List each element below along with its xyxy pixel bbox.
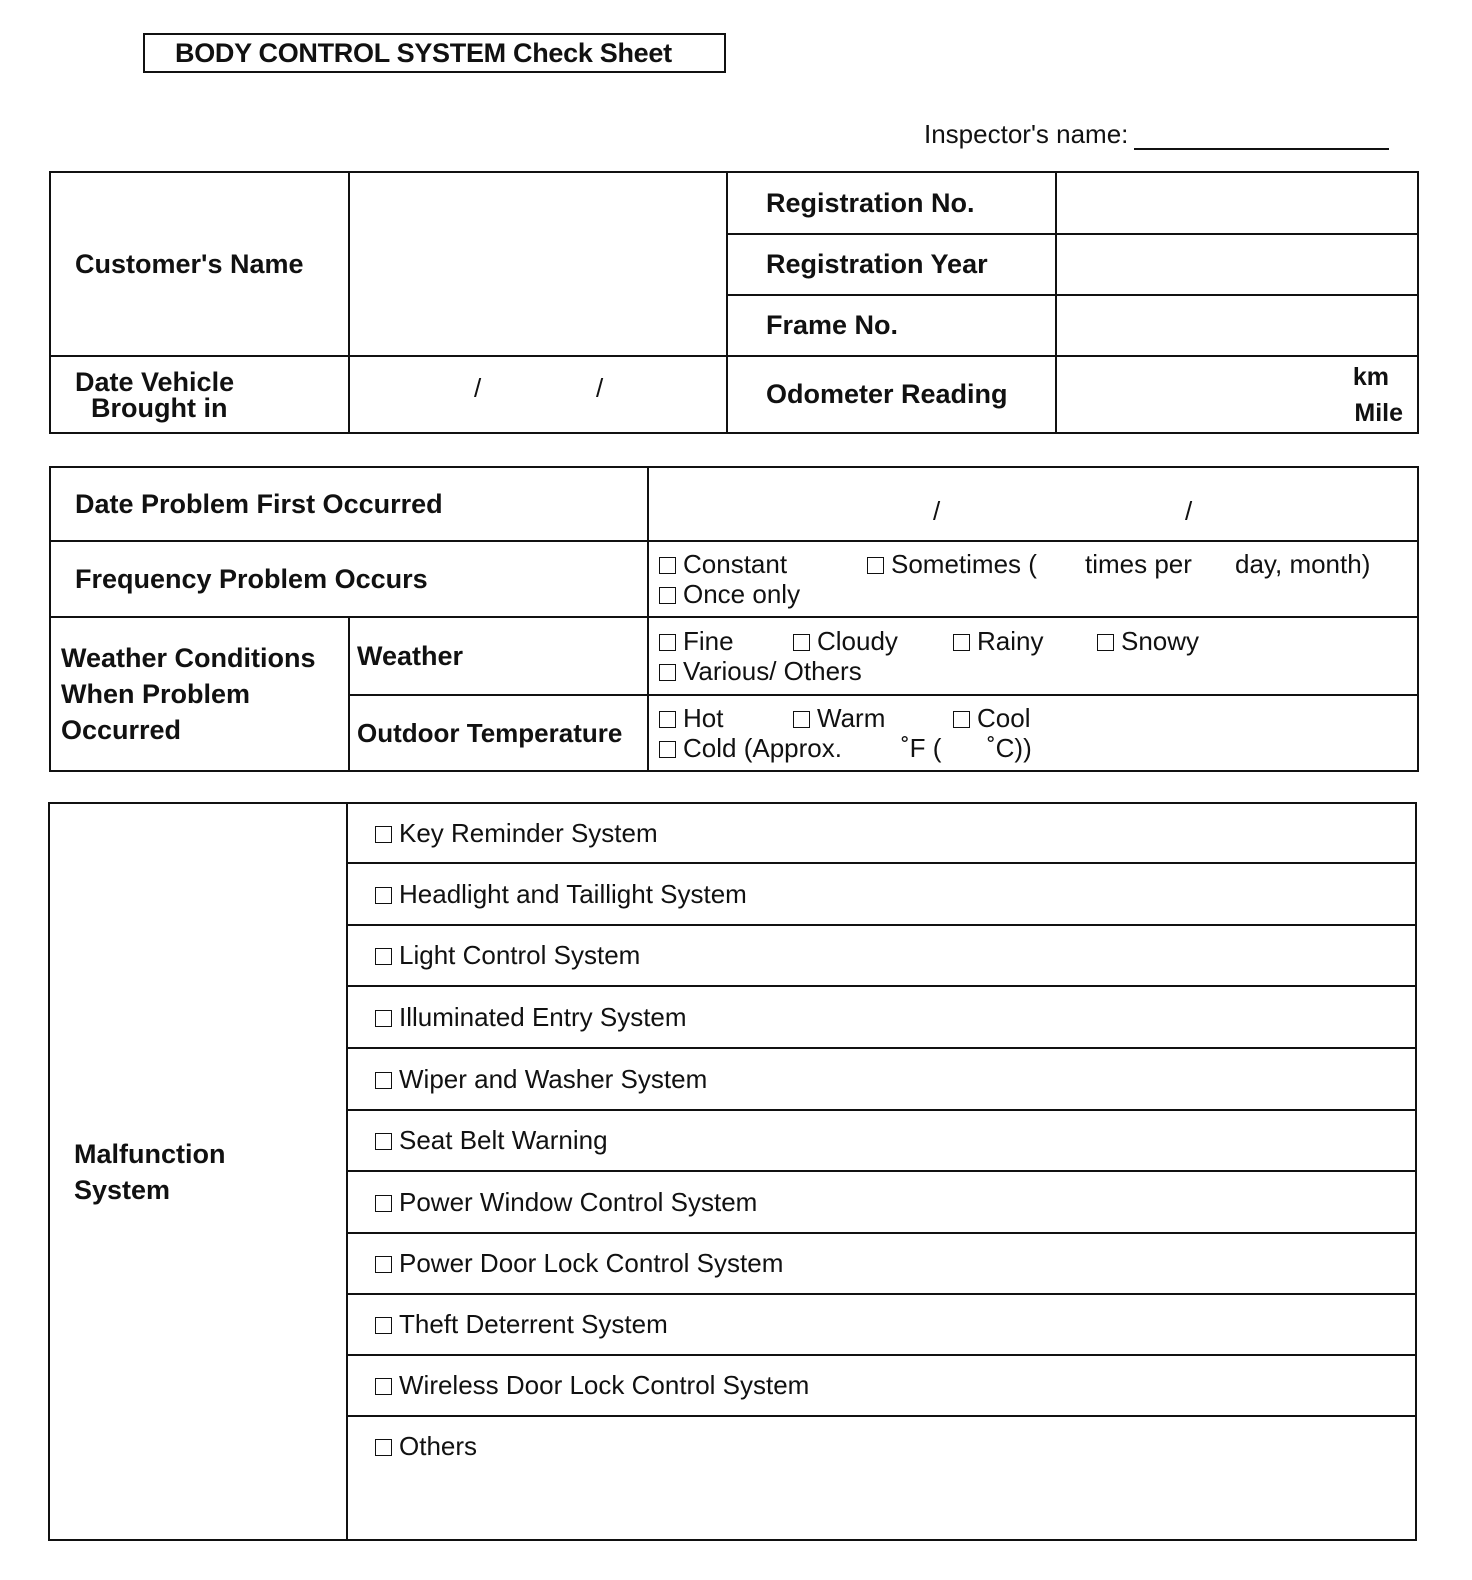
sheet-title: BODY CONTROL SYSTEM Check Sheet (143, 33, 726, 73)
vehicle-info-table (49, 171, 1419, 434)
malfunction-system-text: Theft Deterrent System (399, 1309, 668, 1339)
frame-no-label: Frame No. (727, 295, 1056, 356)
malfunction-system-label-line2: System (74, 1174, 171, 1205)
checkbox-icon[interactable] (1097, 634, 1114, 651)
checkbox-icon[interactable] (953, 634, 970, 651)
weather-rainy-text: Rainy (977, 626, 1044, 656)
checkbox-icon[interactable] (793, 634, 810, 651)
freq-times-per: times per (1085, 549, 1192, 579)
weather-snowy-text: Snowy (1121, 626, 1200, 656)
inspector-name-field[interactable] (924, 118, 1389, 150)
inspector-name-line[interactable] (1134, 118, 1389, 150)
malfunction-system-option[interactable] (347, 1233, 1416, 1294)
checkbox-icon[interactable] (659, 634, 676, 651)
malfunction-system-text: Power Window Control System (399, 1186, 758, 1217)
weather-conditions-label (50, 617, 349, 771)
temp-hot-option[interactable] (659, 703, 793, 733)
odometer-label: Odometer Reading (727, 356, 1056, 433)
checkbox-icon[interactable] (659, 587, 676, 604)
date-first-occurred-label: Date Problem First Occurred (50, 467, 648, 541)
freq-day-month: day, month) (1235, 549, 1371, 579)
weather-other-option[interactable] (659, 656, 862, 686)
temp-cold-text: Cold (Approx. (683, 733, 842, 763)
malfunction-system-table (48, 802, 1417, 1541)
checkbox-icon[interactable] (375, 1378, 392, 1395)
temp-warm-option[interactable] (793, 703, 953, 733)
checkbox-icon[interactable] (375, 1133, 392, 1150)
customer-name-label: Customer's Name (50, 172, 349, 356)
temperature-options (648, 695, 1418, 771)
malfunction-system-text: Headlight and Taillight System (399, 878, 747, 909)
checkbox-icon[interactable] (867, 557, 884, 574)
temp-warm-text: Warm (817, 703, 886, 733)
malfunction-system-text: Power Door Lock Control System (399, 1248, 784, 1278)
malfunction-system-option[interactable] (347, 1416, 1416, 1540)
problem-info-table (49, 466, 1419, 772)
malfunction-system-label (49, 803, 347, 1540)
weather-fine-text: Fine (683, 626, 734, 656)
date-brought-in-label-line1: Date Vehicle (75, 366, 235, 397)
temp-fahrenheit: ˚F ( (901, 733, 942, 763)
checkbox-icon[interactable] (659, 664, 676, 681)
weather-other-text: Various/ Others (683, 656, 862, 686)
checkbox-icon[interactable] (375, 1072, 392, 1089)
malfunction-system-option[interactable] (347, 803, 1416, 863)
checkbox-icon[interactable] (375, 1439, 392, 1456)
checkbox-icon[interactable] (659, 557, 676, 574)
frame-no-field[interactable] (1056, 295, 1418, 356)
malfunction-system-option[interactable] (347, 863, 1416, 925)
malfunction-system-label-line1: Malfunction (74, 1138, 226, 1169)
malfunction-system-text: Wiper and Washer System (399, 1063, 708, 1094)
freq-constant-text: Constant (683, 549, 788, 579)
malfunction-system-text: Key Reminder System (399, 817, 658, 848)
malfunction-system-option[interactable] (347, 1294, 1416, 1355)
malfunction-system-option[interactable] (347, 1171, 1416, 1233)
checkbox-icon[interactable] (659, 711, 676, 728)
malfunction-system-option[interactable] (347, 925, 1416, 986)
checkbox-icon[interactable] (375, 1317, 392, 1334)
date-brought-in-field[interactable] (349, 356, 727, 433)
weather-conditions-label-line2: When Problem (61, 679, 251, 709)
weather-rainy-option[interactable] (953, 626, 1097, 656)
checkbox-icon[interactable] (375, 1010, 392, 1027)
date-first-occurred-field[interactable] (648, 467, 1418, 541)
temp-cool-option[interactable] (953, 703, 1030, 733)
registration-year-field[interactable] (1056, 234, 1418, 295)
temp-celsius: ˚C)) (987, 733, 1032, 763)
freq-once-option[interactable] (659, 579, 800, 609)
date-separator-2: / (596, 373, 604, 403)
malfunction-system-text: Illuminated Entry System (399, 1001, 687, 1032)
unit-km: km (1352, 363, 1389, 391)
frequency-label: Frequency Problem Occurs (50, 541, 648, 617)
freq-constant-option[interactable] (659, 549, 867, 579)
date-first-separator-1: / (933, 496, 941, 526)
customer-name-field[interactable] (349, 172, 727, 356)
malfunction-system-text: Others (399, 1431, 478, 1461)
odometer-field[interactable] (1056, 356, 1418, 433)
malfunction-system-option[interactable] (347, 1355, 1416, 1416)
checkbox-icon[interactable] (375, 1195, 392, 1212)
freq-sometimes-text: Sometimes ( (891, 549, 1037, 579)
weather-conditions-label-line1: Weather Conditions (61, 643, 316, 673)
malfunction-row (49, 803, 1416, 863)
malfunction-system-text: Wireless Door Lock Control System (399, 1370, 810, 1400)
checkbox-icon[interactable] (375, 948, 392, 965)
malfunction-system-text: Seat Belt Warning (399, 1125, 608, 1155)
unit-mile: Mile (1354, 399, 1403, 427)
registration-no-field[interactable] (1056, 172, 1418, 234)
weather-cloudy-option[interactable] (793, 626, 953, 656)
date-brought-in-label-line2: Brought in (91, 392, 228, 423)
malfunction-system-text: Light Control System (399, 940, 641, 970)
temp-cold-option[interactable] (659, 733, 901, 763)
temp-hot-text: Hot (683, 703, 724, 733)
malfunction-system-option[interactable] (347, 1048, 1416, 1110)
weather-label: Weather (349, 617, 648, 695)
weather-options (648, 617, 1418, 695)
checkbox-icon[interactable] (375, 887, 392, 904)
date-brought-in-label (50, 356, 349, 433)
frequency-options (648, 541, 1418, 617)
weather-fine-option[interactable] (659, 626, 793, 656)
outdoor-temperature-label: Outdoor Temperature (349, 695, 648, 771)
checkbox-icon[interactable] (375, 826, 392, 843)
checkbox-icon[interactable] (375, 1256, 392, 1273)
date-separator-1: / (474, 373, 482, 403)
freq-once-text: Once only (683, 579, 801, 609)
malfunction-system-option[interactable] (347, 986, 1416, 1048)
malfunction-system-option[interactable] (347, 1110, 1416, 1171)
date-first-separator-2: / (1185, 496, 1193, 526)
freq-sometimes-option[interactable] (867, 549, 1085, 579)
registration-year-label: Registration Year (727, 234, 1056, 295)
weather-snowy-option[interactable] (1097, 626, 1199, 656)
weather-conditions-label-line3: Occurred (61, 715, 182, 745)
checkbox-icon[interactable] (953, 711, 970, 728)
weather-cloudy-text: Cloudy (817, 626, 898, 656)
checkbox-icon[interactable] (659, 741, 676, 758)
temp-cool-text: Cool (977, 703, 1031, 733)
inspector-name-label: Inspector's name: (924, 119, 1129, 149)
checkbox-icon[interactable] (793, 711, 810, 728)
registration-no-label: Registration No. (727, 172, 1056, 234)
